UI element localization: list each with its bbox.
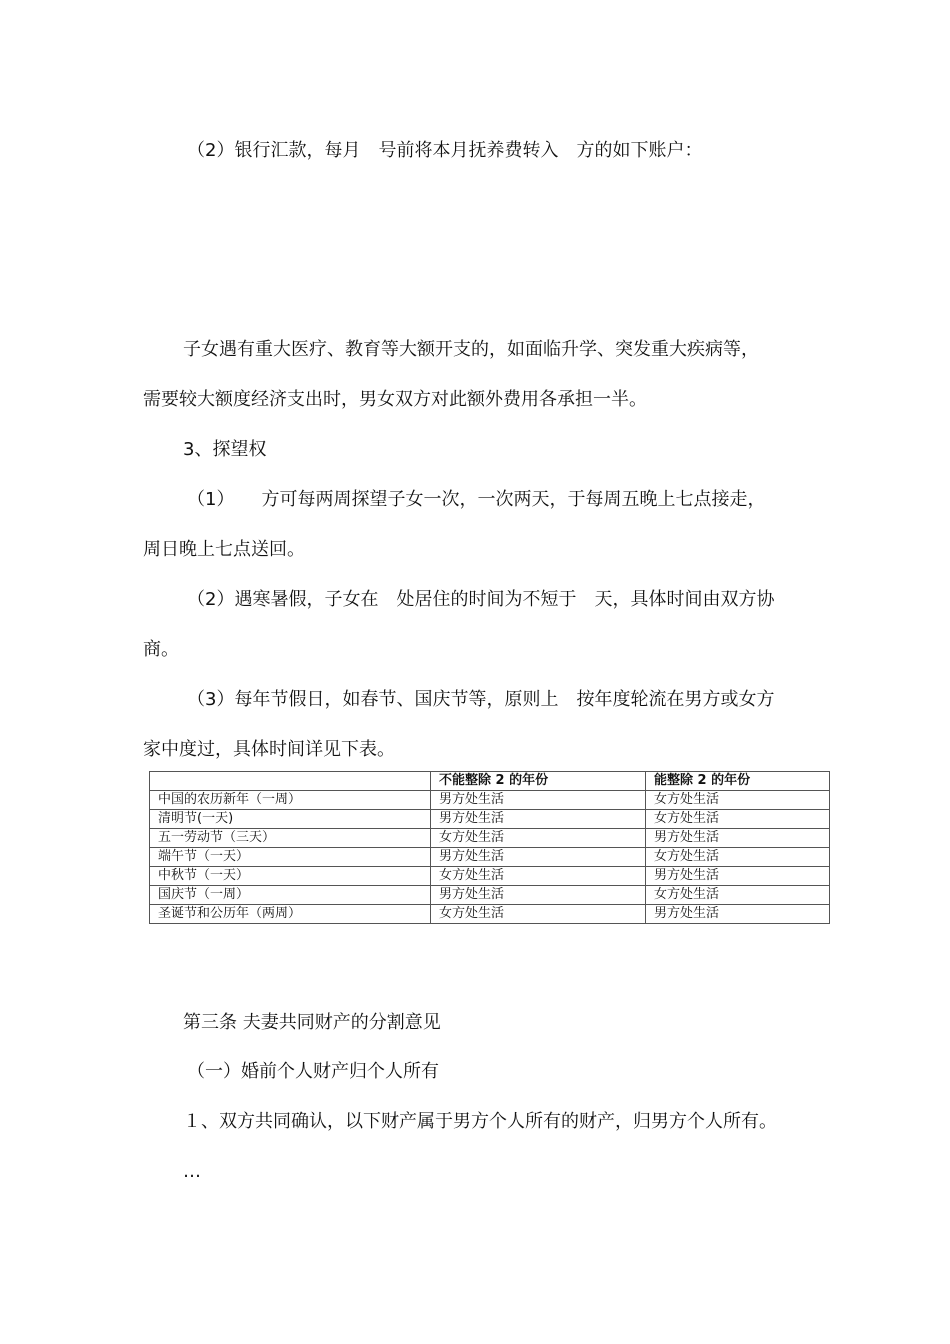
- table-header-cell: 不能整除 2 的年份: [431, 772, 646, 791]
- table-cell: 圣诞节和公历年（两周）: [150, 905, 431, 924]
- section-heading-visitation: 3、探望权: [183, 439, 267, 460]
- table-cell: 女方处生活: [646, 810, 830, 829]
- table-row: [150, 810, 830, 829]
- table-cell: 男方处生活: [646, 905, 830, 924]
- table-cell: 女方处生活: [646, 848, 830, 867]
- section-heading-article-3: 第三条 夫妻共同财产的分割意见: [183, 1012, 441, 1033]
- table-cell: 男方处生活: [431, 810, 646, 829]
- paragraph-visitation-1-cont: 周日晚上七点送回。: [143, 539, 305, 560]
- paragraph-male-property: １、双方共同确认，以下财产属于男方个人所有的财产，归男方个人所有。: [183, 1111, 777, 1132]
- table-cell: 男方处生活: [431, 791, 646, 810]
- table-row: [150, 886, 830, 905]
- table-header-cell: 能整除 2 的年份: [646, 772, 830, 791]
- table-cell: 女方处生活: [646, 886, 830, 905]
- table-cell: 中国的农历新年（一周）: [150, 791, 431, 810]
- table-header-cell: [150, 772, 431, 791]
- table-header-row: [150, 772, 830, 791]
- paragraph-visitation-3: （3）每年节假日，如春节、国庆节等，原则上 按年度轮流在男方或女方: [187, 689, 775, 710]
- table-cell: 女方处生活: [431, 829, 646, 848]
- table-row: [150, 848, 830, 867]
- paragraph-visitation-2-cont: 商。: [143, 639, 179, 660]
- table-cell: 国庆节（一周）: [150, 886, 431, 905]
- table-cell: 女方处生活: [646, 791, 830, 810]
- table-row: [150, 905, 830, 924]
- table-row: [150, 829, 830, 848]
- paragraph-major-expenses: 子女遇有重大医疗、教育等大额开支的，如面临升学、突发重大疾病等，: [183, 339, 759, 360]
- table-row: [150, 791, 830, 810]
- table-cell: 男方处生活: [646, 867, 830, 886]
- table-cell: 女方处生活: [431, 867, 646, 886]
- table-cell: 五一劳动节（三天）: [150, 829, 431, 848]
- paragraph-visitation-2: （2）遇寒暑假，子女在 处居住的时间为不短于 天，具体时间由双方协: [187, 589, 775, 610]
- paragraph-visitation-1: （1） 方可每两周探望子女一次，一次两天，于每周五晚上七点接走，: [187, 489, 766, 510]
- paragraph-major-expenses-cont: 需要较大额度经济支出时，男女双方对此额外费用各承担一半。: [143, 389, 647, 410]
- table-cell: 男方处生活: [646, 829, 830, 848]
- table-cell: 男方处生活: [431, 848, 646, 867]
- table-cell: 中秋节（一天）: [150, 867, 431, 886]
- paragraph-visitation-3-cont: 家中度过，具体时间详见下表。: [143, 739, 395, 760]
- table-cell: 端午节（一天）: [150, 848, 431, 867]
- table-cell: 清明节(一天): [150, 810, 431, 829]
- section-subheading-premarital-property: （一）婚前个人财产归个人所有: [187, 1061, 439, 1082]
- paragraph-bank-transfer: （2）银行汇款，每月 号前将本月抚养费转入 方的如下账户：: [187, 140, 703, 161]
- holiday-schedule-table: [149, 771, 829, 924]
- ellipsis-text: …: [183, 1161, 201, 1182]
- table-cell: 女方处生活: [431, 905, 646, 924]
- table-row: [150, 867, 830, 886]
- table-cell: 男方处生活: [431, 886, 646, 905]
